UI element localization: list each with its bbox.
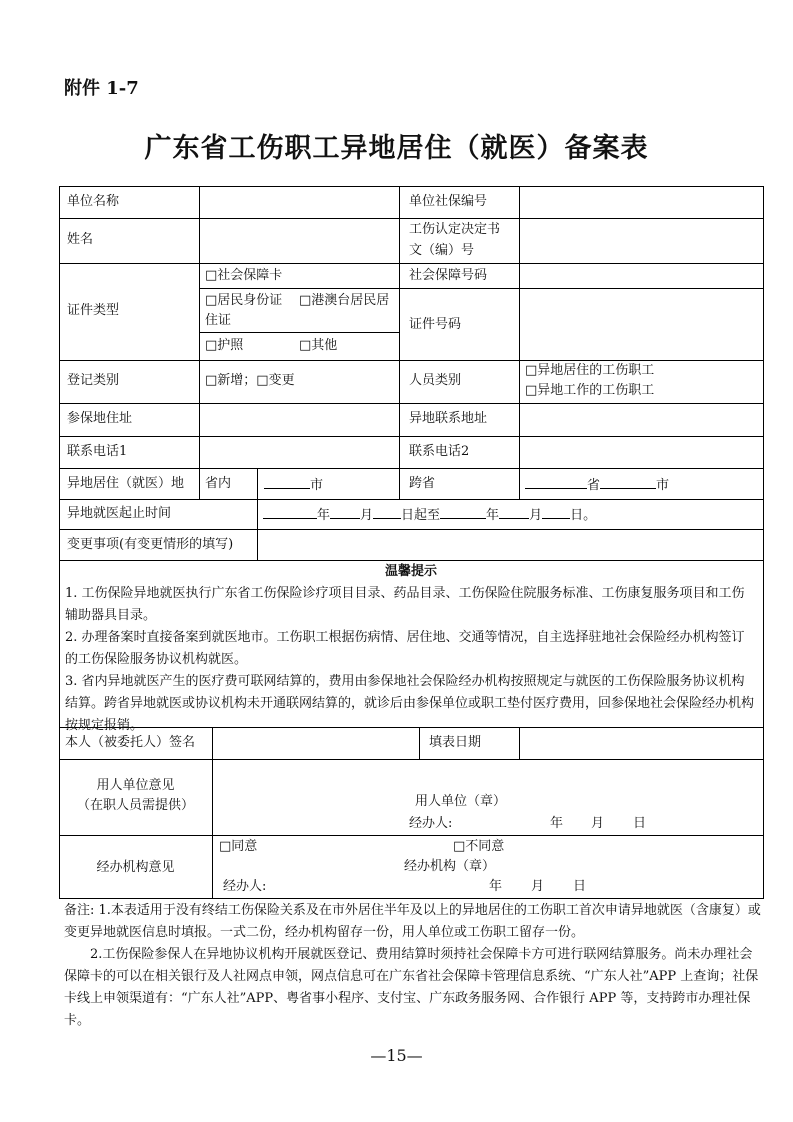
reg-type-label: 登记类别 <box>67 373 120 388</box>
disagree-option[interactable]: □不同意 <box>453 839 505 854</box>
other-option[interactable]: □其他 <box>299 338 338 353</box>
note-2: 2.工伤保险参保人在异地协议机构开展就医登记、费用结算时须持社会保障卡方可进行联网结算服务。尚未办理社会保障卡的可以在相关银行及人社网点申领，网点信息可在广东省社会保障卡管理信息系统、“广东人社”APP 上查询；社保卡线上申领渠道有：“广东人社”APP、粤省事小程序、支付宝、广东政务服务网、合作银行 APP 等，支持跨市办理社保卡。 <box>64 947 759 1028</box>
annex-label: 附件 1-7 <box>64 78 139 99</box>
agency-date-year: 年 <box>489 879 503 894</box>
employer-seal-label: 用人单位（章） <box>415 794 507 809</box>
employer-handler-label: 经办人: <box>409 816 453 831</box>
tip-1: 1. 工伤保险异地就医执行广东省工伤保险诊疗项目目录、药品目录、工伤保险住院服务标准、工伤康复服务项目和工伤辅助器具目录。 <box>65 586 745 623</box>
in-province-city-field[interactable] <box>264 474 323 496</box>
phone2-label: 联系电话2 <box>409 444 470 459</box>
agency-date-day: 日 <box>573 879 587 894</box>
remote-place-label: 异地居住（就医）地 <box>67 476 185 491</box>
ss-card-no-label: 社会保障号码 <box>409 268 488 283</box>
province-unit: 省 <box>587 478 601 493</box>
person-type-reside-option[interactable]: □异地居住的工伤职工 <box>525 363 655 378</box>
hkmt-permit-option[interactable]: □港澳台居民居 <box>299 293 390 308</box>
in-province-label: 省内 <box>205 476 232 491</box>
ss-card-option[interactable]: □社会保障卡 <box>205 268 283 283</box>
employer-date-month: 月 <box>591 816 605 831</box>
tip-2: 2. 办理备案时直接备案到就医地市。工伤职工根据伤病情、居住地、交通等情况，自主选择驻地社会保险经办机构签订的工伤保险服务协议机构就医。 <box>65 630 745 667</box>
decision-no-label-1: 工伤认定决定书 <box>409 222 501 237</box>
fill-date-label: 填表日期 <box>429 735 482 750</box>
passport-option[interactable]: □护照 <box>205 338 244 353</box>
resident-id-option[interactable]: □居民身份证 <box>205 293 283 308</box>
agency-handler-label: 经办人: <box>223 879 267 894</box>
agree-option[interactable]: □同意 <box>219 839 258 854</box>
tips-title: 温馨提示 <box>384 564 437 579</box>
cross-province-label: 跨省 <box>409 476 436 491</box>
person-type-label: 人员类别 <box>409 373 462 388</box>
cross-province-field[interactable] <box>525 474 669 496</box>
change-items-label: 变更事项(有变更情形的填写) <box>67 537 234 552</box>
remote-address-label: 异地联系地址 <box>409 411 488 426</box>
employer-date-day: 日 <box>633 816 647 831</box>
period-field[interactable]: 年 月 日起至 年 月 日。 <box>263 504 596 526</box>
city-unit: 市 <box>310 478 324 493</box>
phone1-label: 联系电话1 <box>67 444 128 459</box>
note-1: 备注: 1.本表适用于没有终结工伤保险关系及在市外居住半年及以上的异地居住的工伤职工首次申请异地就医（含康复）或变更异地就医信息时填报。一式二份，经办机构留存一份，用人单位或工伤职工留存一份。 <box>64 903 761 940</box>
decision-no-label-2: 文（编）号 <box>409 243 475 258</box>
signer-label: 本人（被委托人）签名 <box>65 735 196 750</box>
page-number: —15— <box>370 1046 423 1065</box>
unit-ss-no-label: 单位社保编号 <box>409 194 488 209</box>
agency-seal-label: 经办机构（章） <box>404 859 496 874</box>
name-label: 姓名 <box>67 232 94 247</box>
tip-3: 3. 省内异地就医产生的医疗费可联网结算的，费用由参保地社会保险经办机构按照规定与就医的工伤保险服务协议机构结算。跨省异地就医或协议机构未开通联网结算的，就诊后由参保单位或职工垫付医疗费用，回参保地社会保险经办机构按规定报销。 <box>65 674 755 733</box>
agency-opinion-label: 经办机构意见 <box>96 860 175 875</box>
page-title: 广东省工伤职工异地居住（就医）备案表 <box>144 133 649 164</box>
id-no-label: 证件号码 <box>409 317 462 332</box>
id-type-label: 证件类型 <box>67 303 120 318</box>
city-unit-2: 市 <box>656 478 670 493</box>
unit-name-label: 单位名称 <box>67 194 120 209</box>
person-type-work-option[interactable]: □异地工作的工伤职工 <box>525 383 655 398</box>
reg-new-change-options[interactable]: □新增；□变更 <box>205 373 295 388</box>
agency-date-month: 月 <box>531 879 545 894</box>
hkmt-permit-option-cont: 住证 <box>205 313 232 328</box>
period-label: 异地就医起止时间 <box>67 506 172 521</box>
insured-address-label: 参保地住址 <box>67 411 133 426</box>
notes <box>64 900 764 1032</box>
employer-opinion-label: 用人单位意见 <box>96 778 175 793</box>
employer-opinion-note: （在职人员需提供） <box>76 798 194 813</box>
employer-date-year: 年 <box>550 816 564 831</box>
registration-form <box>59 186 763 899</box>
